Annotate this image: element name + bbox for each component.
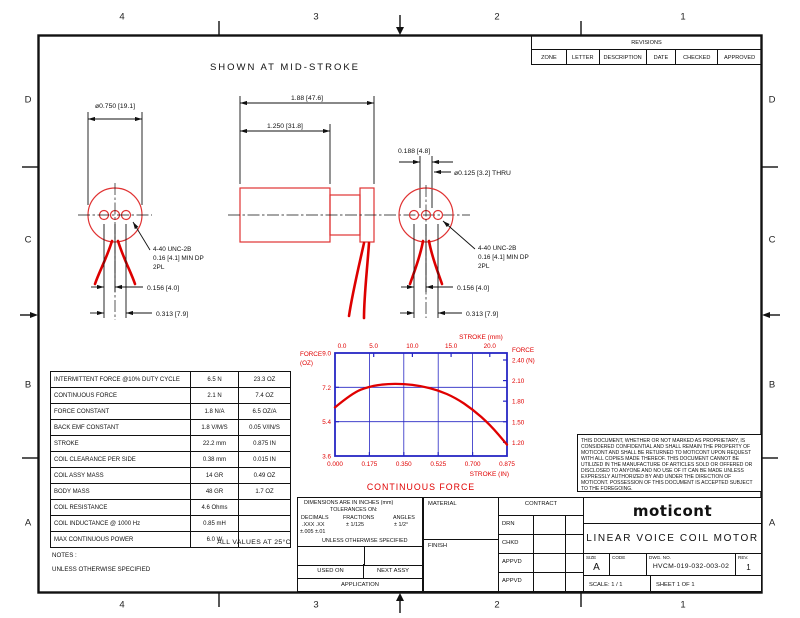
table-row (51, 468, 290, 484)
svg-text:0.700: 0.700 (464, 461, 481, 468)
contract-block (498, 497, 584, 592)
svg-text:0.875: 0.875 (499, 461, 515, 468)
spec-imperial: 6.5 OZ/A (252, 408, 277, 415)
sheet-cell (651, 576, 761, 593)
zone-row-label: A (24, 517, 32, 529)
scale-cell (584, 576, 651, 593)
spec-footnote: ALL VALUES AT 25°C (217, 539, 291, 546)
zone-col-label: 3 (313, 11, 319, 23)
tol-h-fractions: FRACTIONS (343, 515, 375, 521)
tol-v-decimals: .XXX .XX (302, 522, 325, 528)
finish-label: FINISH (428, 543, 448, 549)
svg-text:0.000: 0.000 (327, 461, 343, 468)
dim-flange-offset: 0.188 [4.8] (398, 148, 431, 155)
spec-imperial: 0.05 V/IN/S (249, 424, 280, 431)
tol-line6: UNLESS OTHERWISE SPECIFIED (322, 538, 408, 544)
rev-value: 1 (746, 563, 751, 572)
table-row (51, 404, 290, 420)
scale-label: SCALE: (589, 581, 610, 588)
svg-text:0.0: 0.0 (337, 343, 347, 350)
zone-col-label: 2 (494, 599, 500, 611)
zone-row-label: A (768, 517, 776, 529)
spec-metric: 1.8 N/A (191, 404, 239, 419)
spec-metric: 4.6 Ohms (191, 500, 239, 515)
svg-text:5.0: 5.0 (369, 343, 379, 350)
spec-label: STROKE (51, 436, 191, 451)
spec-imperial: 7.4 OZ (255, 392, 274, 399)
svg-text:0.525: 0.525 (430, 461, 447, 468)
spec-table (50, 371, 291, 548)
spec-label: MAX CONTINUOUS POWER (51, 532, 191, 547)
svg-text:9.0: 9.0 (322, 350, 331, 358)
size-label: SIZE (586, 555, 597, 560)
revisions-col-approved: APPROVED (724, 54, 756, 61)
signature-row (499, 572, 583, 591)
table-row (51, 452, 290, 468)
material-label: MATERIAL (428, 501, 457, 507)
table-row (51, 420, 290, 436)
svg-text:1.80: 1.80 (512, 398, 525, 406)
size-value: A (593, 562, 600, 573)
spec-metric: 6.0 W (191, 532, 239, 547)
dim-hole-spacing: 0.156 [4.0] (147, 285, 180, 292)
revisions-col-checked: CHECKED (676, 50, 718, 65)
moticont-logo: moticont (632, 501, 713, 520)
revisions-table (531, 36, 761, 65)
svg-text:2.40 (N): 2.40 (N) (512, 357, 535, 365)
dwg-no-label: DWG. NO. (649, 555, 671, 560)
table-row (51, 436, 290, 452)
lead-wires (349, 243, 369, 318)
dim-tap-note-line2: 0.16 [4.1] MIN DP (478, 254, 529, 261)
appvd-label: APPVD (502, 578, 522, 584)
zone-col-label: 2 (494, 11, 500, 23)
title-block (583, 497, 762, 592)
spec-label: INTERMITTENT FORCE @10% DUTY CYCLE (51, 372, 191, 387)
spec-metric: 14 GR (191, 468, 239, 483)
signature-row (499, 534, 583, 553)
revisions-col-date: DATE (647, 50, 677, 65)
dim-hole-spacing: 0.156 [4.0] (457, 285, 490, 292)
notes-heading: NOTES : (52, 552, 77, 559)
sheet-value: SHEET 1 OF 1 (656, 581, 695, 588)
svg-text:7.2: 7.2 (322, 384, 331, 392)
dim-tap-note-line1: 4-40 UNC-2B (478, 245, 517, 252)
continuous-force-chart (293, 327, 539, 503)
tol-h-angles: ANGLES (393, 515, 415, 521)
zone-col-label: 3 (313, 599, 319, 611)
spec-metric: 0.38 mm (191, 452, 239, 467)
spec-label: COIL RESISTANCE (51, 500, 191, 515)
contract-label: CONTRACT (524, 501, 558, 507)
spec-metric: 48 GR (191, 484, 239, 499)
spec-imperial: 23.3 OZ (253, 376, 276, 383)
tol-v-fractions: ± 1/125 (346, 522, 364, 528)
zone-col-label: 4 (119, 11, 125, 23)
tol-v-decimals2: ±.005 ±.01 (300, 529, 326, 535)
zone-row-label: B (768, 379, 776, 391)
zone-row-label: C (24, 234, 32, 246)
zone-col-label: 1 (680, 599, 686, 611)
svg-text:20.0: 20.0 (483, 343, 496, 350)
svg-text:0.350: 0.350 (395, 461, 412, 468)
code-label: CODE (612, 555, 626, 560)
notes-line: UNLESS OTHERWISE SPECIFIED (52, 566, 151, 573)
spec-label: CONTINUOUS FORCE (51, 388, 191, 403)
svg-text:1.50: 1.50 (512, 419, 525, 427)
svg-text:STROKE (IN): STROKE (IN) (469, 471, 509, 478)
svg-text:15.0: 15.0 (444, 343, 458, 350)
spec-metric: 2.1 N (191, 388, 239, 403)
revisions-col-description: DESCRIPTION (600, 50, 647, 65)
tol-v-angles: ± 1/2° (394, 522, 409, 528)
svg-text:1.20: 1.20 (512, 439, 525, 447)
svg-text:10.0: 10.0 (406, 343, 419, 350)
zone-col-label: 4 (119, 599, 125, 611)
dim-thru-hole: ø0.125 [3.2] THRU (454, 170, 511, 177)
svg-text:CONTINUOUS FORCE: CONTINUOUS FORCE (366, 482, 476, 492)
zone-row-label: C (768, 234, 776, 246)
spec-label: BACK EMF CONSTANT (51, 420, 191, 435)
dim-front-diameter: ø0.750 [19.1] (94, 103, 136, 110)
material-block (423, 497, 499, 592)
tol-line2: TOLERANCES ON: (330, 507, 378, 513)
application-cell: APPLICATION (298, 578, 422, 591)
used-on-cell: USED ON (298, 564, 364, 578)
spec-label: COIL INDUCTANCE @ 1000 Hz (51, 516, 191, 531)
table-row (51, 484, 290, 500)
dim-hole-span: 0.313 [7.9] (156, 311, 189, 318)
revisions-col-letter: LETTER (567, 50, 600, 65)
appvd-label: APPVD (502, 559, 522, 565)
revisions-col-zone: ZONE (532, 50, 567, 65)
dim-tap-note-line3: 2PL (153, 264, 165, 271)
spec-label: BODY MASS (51, 484, 191, 499)
dwg-no-cell (647, 554, 736, 575)
spec-imperial (239, 500, 290, 515)
dwg-no-value: HVCM-019-032-003-02 (652, 563, 730, 570)
zone-col-label: 1 (680, 11, 686, 23)
spec-metric: 6.5 N (191, 372, 239, 387)
signature-row (499, 515, 583, 534)
drawing-title: LINEAR VOICE COIL MOTOR (584, 524, 761, 554)
dim-body-length: 1.250 [31.8] (267, 123, 303, 130)
spec-imperial: 0.49 OZ (253, 472, 276, 479)
spec-label: COIL ASSY MASS (51, 468, 191, 483)
zone-row-label: D (24, 94, 32, 106)
drn-label: DRN (502, 521, 515, 527)
tol-h-decimals: DECIMALS (301, 515, 329, 521)
rev-cell (736, 554, 761, 575)
dim-hole-span: 0.313 [7.9] (466, 311, 499, 318)
right-end-view (399, 185, 529, 318)
code-cell (610, 554, 647, 575)
table-row (51, 372, 290, 388)
size-cell (584, 554, 610, 575)
dim-tap-note-line3: 2PL (478, 263, 490, 270)
revisions-title: REVISIONS (532, 36, 761, 50)
svg-text:FORCE: FORCE (300, 351, 323, 358)
spec-label: FORCE CONSTANT (51, 404, 191, 419)
spec-label: COIL CLEARANCE PER SIDE (51, 452, 191, 467)
svg-text:FORCE: FORCE (512, 347, 535, 354)
svg-text:5.4: 5.4 (322, 419, 331, 427)
tolerance-block (297, 497, 423, 592)
table-row (51, 516, 290, 532)
signature-row (499, 553, 583, 572)
dim-overall-length: 1.88 [47.6] (290, 95, 324, 102)
proprietary-notice: THIS DOCUMENT, WHETHER OR NOT MARKED AS PROPRIETARY, IS CONSIDERED CONFIDENTIAL AND SHALL REMAIN THE PROPERTY OF MOTICONT AND SHALL BE RETURNED TO MOTICONT UPON REQUEST WITH ALL COPIES MADE THEREOF. THIS DOCUMENT CANNOT BE UTILIZED IN THE MANUFACTURE OF ARTICLES SOLD OR OFFERED OR DISCLOSED TO ANYONE AND NO USE OF IT CAN BE MADE UNLESS EXPRESSLY AUTHORIZED BY AND UNDER THE DIRECTION OF MOTICONT. POSSESSION OF THIS DOCUMENT IS ACCEPTED SUBJECT TO THE FOREGOING. (577, 434, 762, 492)
spec-imperial (239, 516, 290, 531)
svg-text:0.175: 0.175 (361, 461, 378, 468)
zone-row-label: D (768, 94, 776, 106)
rev-label: REV. (738, 555, 749, 560)
dim-tap-note-line2: 0.16 [4.1] MIN DP (153, 255, 204, 262)
scale-value: 1 / 1 (611, 581, 623, 588)
spec-imperial: 1.7 OZ (255, 488, 274, 495)
svg-text:2.10: 2.10 (512, 378, 525, 386)
spec-imperial: 0.015 IN (253, 456, 276, 463)
table-row (51, 500, 290, 516)
svg-text:3.6: 3.6 (322, 453, 331, 461)
svg-text:STROKE (mm): STROKE (mm) (459, 334, 503, 341)
zone-row-label: B (24, 379, 32, 391)
spec-imperial: 0.875 IN (253, 440, 276, 447)
table-row (51, 388, 290, 404)
next-assy-cell: NEXT ASSY (376, 568, 410, 574)
drawing-view-title: SHOWN AT MID-STROKE (209, 62, 361, 73)
spec-metric: 1.8 V/M/S (191, 420, 239, 435)
chkd-label: CHKD (502, 540, 519, 546)
tol-line1: DIMENSIONS ARE IN INCHES (mm) (304, 500, 394, 506)
left-end-view (78, 103, 204, 320)
spec-metric: 0.85 mH (191, 516, 239, 531)
svg-text:(OZ): (OZ) (300, 360, 313, 367)
dim-tap-note-line1: 4-40 UNC-2B (153, 246, 192, 253)
spec-metric: 22.2 mm (191, 436, 239, 451)
